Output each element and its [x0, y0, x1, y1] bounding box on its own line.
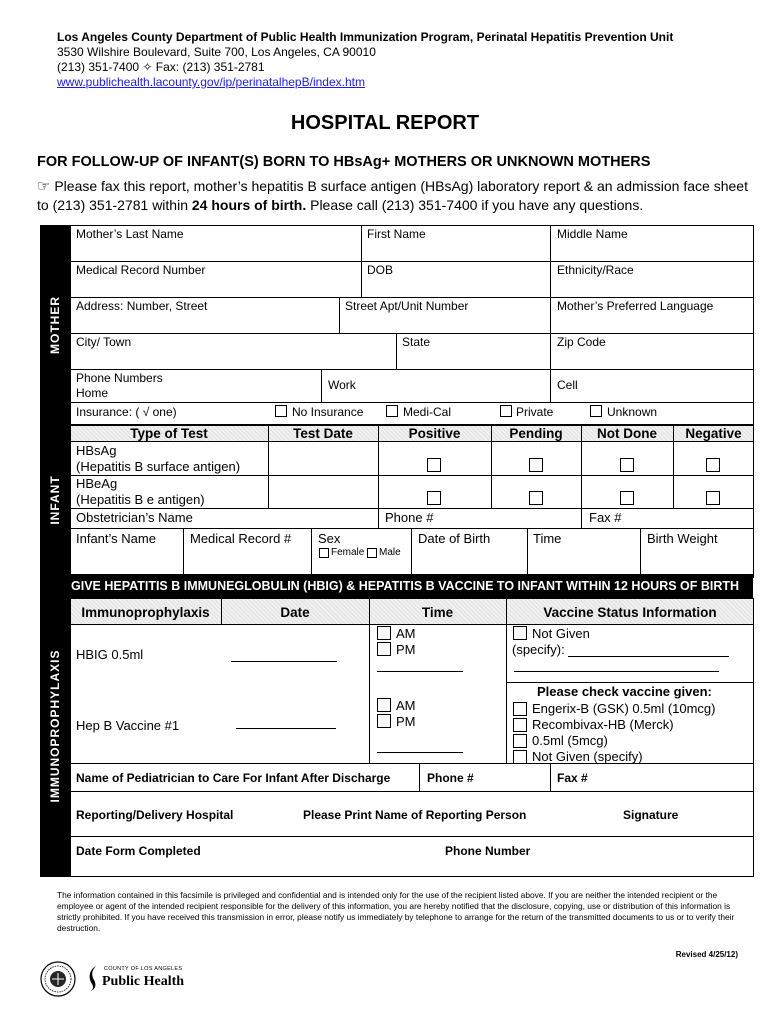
hbig-pm-label: PM [396, 642, 416, 657]
mother-first-name-field[interactable]: First Name [367, 227, 426, 241]
logo-county-text: COUNTY OF LOS ANGELES [104, 966, 183, 972]
mother-last-name-field[interactable]: Mother’s Last Name [76, 227, 184, 241]
infant-section-label: INFANT [40, 425, 70, 575]
engerix-label: Engerix-B (GSK) 0.5ml (10mcg) [532, 701, 716, 716]
mother-middle-name-field[interactable]: Middle Name [557, 227, 628, 241]
no-insurance-checkbox[interactable] [275, 405, 287, 417]
hbeag-label: HBeAg [76, 476, 118, 491]
org-address: 3530 Wilshire Boulevard, Suite 700, Los Angeles, CA 90010 [57, 45, 376, 59]
female-label: Female [331, 547, 365, 558]
insurance-label: Insurance: ( √ one) [76, 405, 177, 419]
revision-date: Revised 4/25/12) [675, 950, 738, 959]
engerix-checkbox[interactable] [513, 702, 527, 716]
hbig-label: HBIG 0.5ml [76, 647, 144, 662]
instructions [37, 177, 757, 215]
county-seal-icon [40, 961, 76, 997]
instructions-deadline: 24 hours of birth. [191, 197, 307, 213]
pediatrician-phone-field[interactable]: Phone # [427, 771, 474, 785]
mother-cell-phone-field[interactable]: Cell [557, 378, 578, 392]
hbeag-not-done-checkbox[interactable] [620, 491, 634, 505]
hbig-not-given-label: Not Given [532, 626, 590, 641]
col-not-done: Not Done [597, 426, 657, 441]
hbig-specify-label: (specify): [512, 642, 565, 657]
mother-home-phone-field[interactable]: Home [76, 386, 109, 400]
obstetrician-phone-field[interactable]: Phone # [385, 510, 434, 525]
hbeag-negative-checkbox[interactable] [706, 491, 720, 505]
check-vaccine-title: Please check vaccine given: [537, 684, 712, 699]
hepb-time-line[interactable] [377, 752, 463, 753]
obstetrician-name-field[interactable]: Obstetrician’s Name [76, 510, 193, 525]
mother-work-phone-field[interactable]: Work [328, 378, 356, 392]
dose-5mcg-checkbox[interactable] [513, 734, 527, 748]
pointing-hand-icon: ☞ [37, 178, 51, 195]
hepb-not-given-checkbox[interactable] [513, 750, 527, 764]
medi-cal-checkbox[interactable] [386, 405, 398, 417]
mother-apt-field[interactable]: Street Apt/Unit Number [345, 299, 469, 313]
hbig-banner: GIVE HEPATITIS B IMMUNEGLOBULIN (HBIG) & HEPATITIS B VACCINE TO INFANT WITHIN 12 HOURS OF BIRTH [63, 574, 753, 598]
hbeag-pending-checkbox[interactable] [529, 491, 543, 505]
page-subtitle: FOR FOLLOW-UP OF INFANT(S) BORN TO HBsAg+ MOTHERS OR UNKNOWN MOTHERS [37, 154, 651, 170]
hepb-pm-checkbox[interactable] [377, 714, 391, 728]
infant-time-field[interactable]: Time [533, 531, 562, 546]
private-label: Private [516, 405, 554, 419]
hbsag-pending-checkbox[interactable] [529, 458, 543, 472]
org-phone-fax: (213) 351-7400 ✧ Fax: (213) 351-2781 [57, 60, 265, 74]
obstetrician-fax-field[interactable]: Fax # [589, 510, 622, 525]
hbsag-full-label: (Hepatitis B surface antigen) [76, 459, 241, 474]
mother-phone-numbers-label: Phone Numbers [76, 371, 163, 385]
reporting-hospital-field[interactable]: Reporting/Delivery Hospital [76, 808, 234, 822]
hbeag-full-label: (Hepatitis B e antigen) [76, 492, 205, 507]
dose-5mcg-label: 0.5ml (5mcg) [532, 733, 608, 748]
hbig-time-line[interactable] [377, 671, 463, 672]
mother-dob-field[interactable]: DOB [367, 263, 394, 277]
col-vaccine-status: Vaccine Status Information [543, 605, 717, 620]
private-checkbox[interactable] [500, 405, 512, 417]
unknown-checkbox[interactable] [590, 405, 602, 417]
recombivax-label: Recombivax-HB (Merck) [532, 717, 674, 732]
mother-ethnicity-field[interactable]: Ethnicity/Race [557, 263, 634, 277]
infant-dob-field[interactable]: Date of Birth [418, 531, 491, 546]
mother-section-label: MOTHER [40, 225, 70, 425]
mother-address-field[interactable]: Address: Number, Street [76, 299, 208, 313]
pediatrician-name-field[interactable]: Name of Pediatrician to Care For Infant After Discharge [76, 771, 391, 785]
page-title: HOSPITAL REPORT [290, 112, 480, 134]
infant-name-field[interactable]: Infant’s Name [76, 531, 156, 546]
hbsag-negative-checkbox[interactable] [706, 458, 720, 472]
hbsag-label: HBsAg [76, 443, 117, 458]
org-name: Los Angeles County Department of Public Health Immunization Program, Perinatal Hepatitis Prevention Unit [57, 30, 674, 44]
mother-state-field[interactable]: State [402, 335, 431, 349]
col-test-date: Test Date [293, 426, 353, 441]
date-completed-field[interactable]: Date Form Completed [76, 844, 201, 858]
logo-public-health-text: Public Health [102, 974, 185, 989]
col-pending: Pending [509, 426, 563, 441]
hbsag-positive-checkbox[interactable] [427, 458, 441, 472]
public-health-logo [86, 964, 186, 994]
col-time: Time [421, 605, 454, 620]
mother-zip-field[interactable]: Zip Code [557, 335, 606, 349]
mother-mrn-field[interactable]: Medical Record Number [76, 263, 206, 277]
instructions-call: Please call (213) 351-7400 if you have any questions. [306, 197, 644, 213]
recombivax-checkbox[interactable] [513, 718, 527, 732]
hepb-not-given-label: Not Given (specify) [532, 749, 643, 764]
public-health-swoosh-icon [86, 964, 100, 992]
hepb-am-checkbox[interactable] [377, 698, 391, 712]
hbig-not-given-checkbox[interactable] [513, 626, 527, 640]
immuno-section-label: IMMUNOPROPHYLAXIS [40, 575, 70, 877]
org-website-link[interactable]: www.publichealth.lacounty.gov/ip/perinatalhepB/index.htm [57, 75, 365, 89]
hbig-am-label: AM [396, 626, 416, 641]
pediatrician-fax-field[interactable]: Fax # [557, 771, 588, 785]
mother-city-field[interactable]: City/ Town [76, 335, 132, 349]
hepb-date-line[interactable] [236, 728, 336, 729]
col-immunoprophylaxis: Immunoprophylaxis [81, 605, 210, 620]
hepb-pm-label: PM [396, 714, 416, 729]
hbig-pm-checkbox[interactable] [377, 642, 391, 656]
unknown-label: Unknown [607, 405, 658, 419]
hbsag-not-done-checkbox[interactable] [620, 458, 634, 472]
col-negative: Negative [685, 426, 742, 441]
male-label: Male [379, 547, 401, 558]
male-checkbox[interactable] [367, 548, 377, 558]
medi-cal-label: Medi-Cal [403, 405, 452, 419]
infant-mrn-field[interactable]: Medical Record # [190, 531, 292, 546]
col-type-of-test: Type of Test [130, 426, 208, 441]
mother-grid [70, 225, 754, 425]
mother-language-field[interactable]: Mother’s Preferred Language [557, 299, 714, 313]
infant-weight-field[interactable]: Birth Weight [647, 531, 718, 546]
instructions-text: Please fax this report, mother’s hepatitis B surface antigen (HBsAg) laboratory report & an admission face sheet to (213) 351-2781 within [37, 178, 748, 213]
hbig-date-line[interactable] [231, 661, 337, 662]
hbeag-positive-checkbox[interactable] [427, 491, 441, 505]
confidentiality-notice: The information contained in this facsimile is privileged and confidential and is intended only for the use of the recipient listed above. If you are neither the intended recipient or the employee or agent of the intended recipient responsible for the delivery of this information, you are hereby notified that the disclosure, copying, use or distribution of this information is strictly prohibited. If you have received this transmission in error, please notify us immediately by telephone to arrange for the return of the transmitted documents to us or to verify their destruction. [57, 890, 735, 933]
female-checkbox[interactable] [319, 548, 329, 558]
hepb-vaccine-label: Hep B Vaccine #1 [76, 718, 180, 733]
hbig-specify-line[interactable] [568, 656, 729, 657]
col-date: Date [280, 605, 310, 620]
phone-number-field[interactable]: Phone Number [445, 844, 531, 858]
signature-field[interactable]: Signature [623, 808, 679, 822]
col-positive: Positive [408, 426, 461, 441]
reporting-person-name-field[interactable]: Please Print Name of Reporting Person [303, 808, 527, 822]
infant-sex-label: Sex [318, 531, 341, 546]
hepb-am-label: AM [396, 698, 416, 713]
no-insurance-label: No Insurance [292, 405, 364, 419]
hbig-am-checkbox[interactable] [377, 626, 391, 640]
